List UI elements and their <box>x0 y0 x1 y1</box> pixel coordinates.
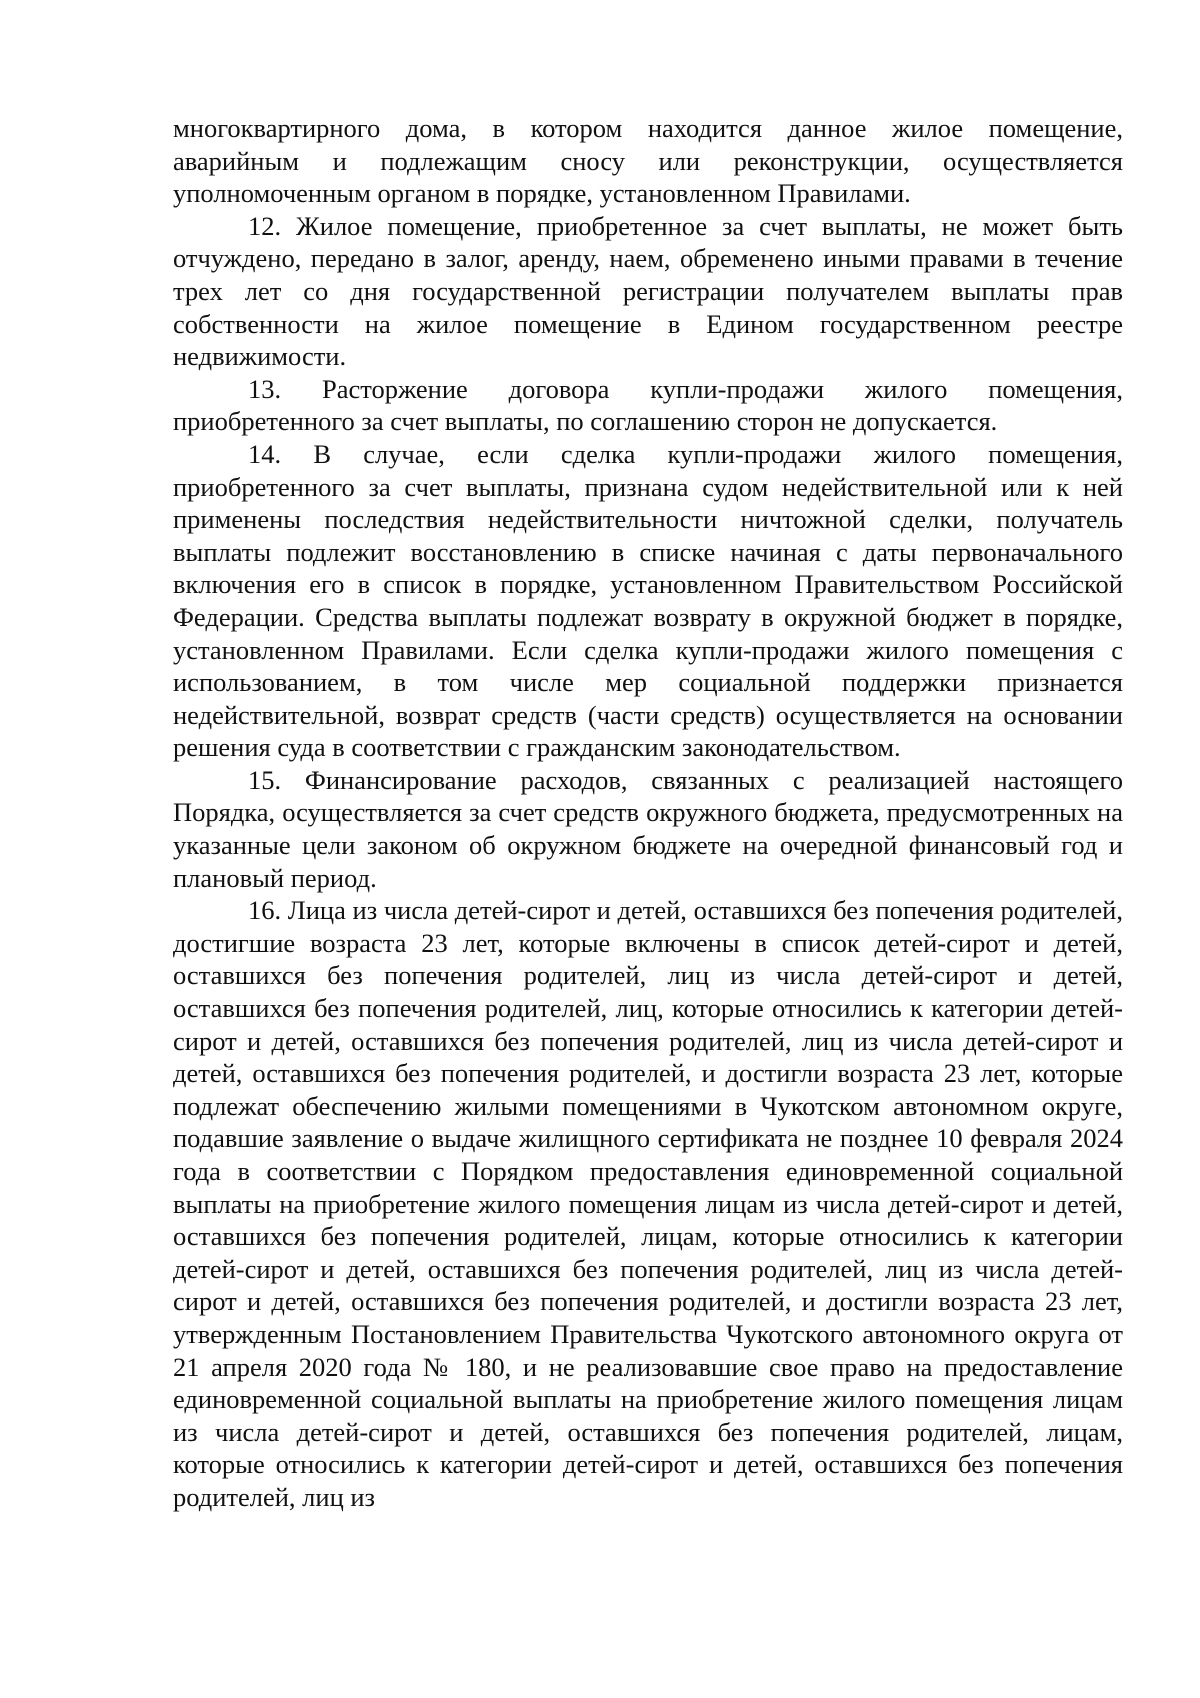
paragraph-12: 12. Жилое помещение, приобретенное за счет выплаты, не может быть отчуждено, передано в залог, аренду, наем, обременено иными правами в течение трех лет со дня государственной регистрации получателем выплаты прав собственности на жилое помещение в Едином государственном реестре недвижимости. <box>173 210 1123 372</box>
document-page <box>173 112 1123 1514</box>
paragraph-16: 16. Лица из числа детей-сирот и детей, оставшихся без попечения родителей, достигшие возраста 23 лет, которые включены в список детей-сирот и детей, оставшихся без попечения родителей, лиц из числа детей-сирот и детей, оставшихся без попечения родителей, лиц, которые относились к категории детей-сирот и детей, оставшихся без попечения родителей, лиц из числа детей-сирот и детей, оставшихся без попечения родителей, и достигли возраста 23 лет, которые подлежат обеспечению жилыми помещениями в Чукотском автономном округе, подавшие заявление о выдаче жилищного сертификата не позднее 10 февраля 2024 года в соответствии с Порядком предоставления единовременной социальной выплаты на приобретение жилого помещения лицам из числа детей-сирот и детей, оставшихся без попечения родителей, лицам, которые относились к категории детей-сирот и детей, оставшихся без попечения родителей, лиц из числа детей-сирот и детей, оставшихся без попечения родителей, и достигли возраста 23 лет, утвержденным Постановлением Правительства Чукотского автономного округа от 21 апреля 2020 года № 180, и не реализовавшие свое право на предоставление единовременной социальной выплаты на приобретение жилого помещения лицам из числа детей-сирот и детей, оставшихся без попечения родителей, лицам, которые относились к категории детей-сирот и детей, оставшихся без попечения родителей, лиц из <box>173 895 1123 1512</box>
paragraph-15: 15. Финансирование расходов, связанных с реализацией настоящего Порядка, осуществляется за счет средств окружного бюджета, предусмотренных на указанные цели законом об окружном бюджете на очередной финансовый год и плановый период. <box>173 764 1123 893</box>
paragraph-continuation: многоквартирного дома, в котором находится данное жилое помещение, аварийным и подлежащим сносу или реконструкции, осуществляется уполномоченным органом в порядке, установленном Правилами. <box>173 113 1123 209</box>
paragraph-13: 13. Расторжение договора купли-продажи жилого помещения, приобретенного за счет выплаты, по соглашению сторон не допускается. <box>173 373 1123 437</box>
paragraph-14: 14. В случае, если сделка купли-продажи жилого помещения, приобретенного за счет выплаты, признана судом недействительной или к ней применены последствия недействительности ничтожной сделки, получатель выплаты подлежит восстановлению в списке начиная с даты первоначального включения его в список в порядке, установленном Правительством Российской Федерации. Средства выплаты подлежат возврату в окружной бюджет в порядке, установленном Правилами. Если сделка купли-продажи жилого помещения с использованием, в том числе мер социальной поддержки признается недействительной, возврат средств (части средств) осуществляется на основании решения суда в соответствии с гражданским законодательством. <box>173 438 1123 763</box>
